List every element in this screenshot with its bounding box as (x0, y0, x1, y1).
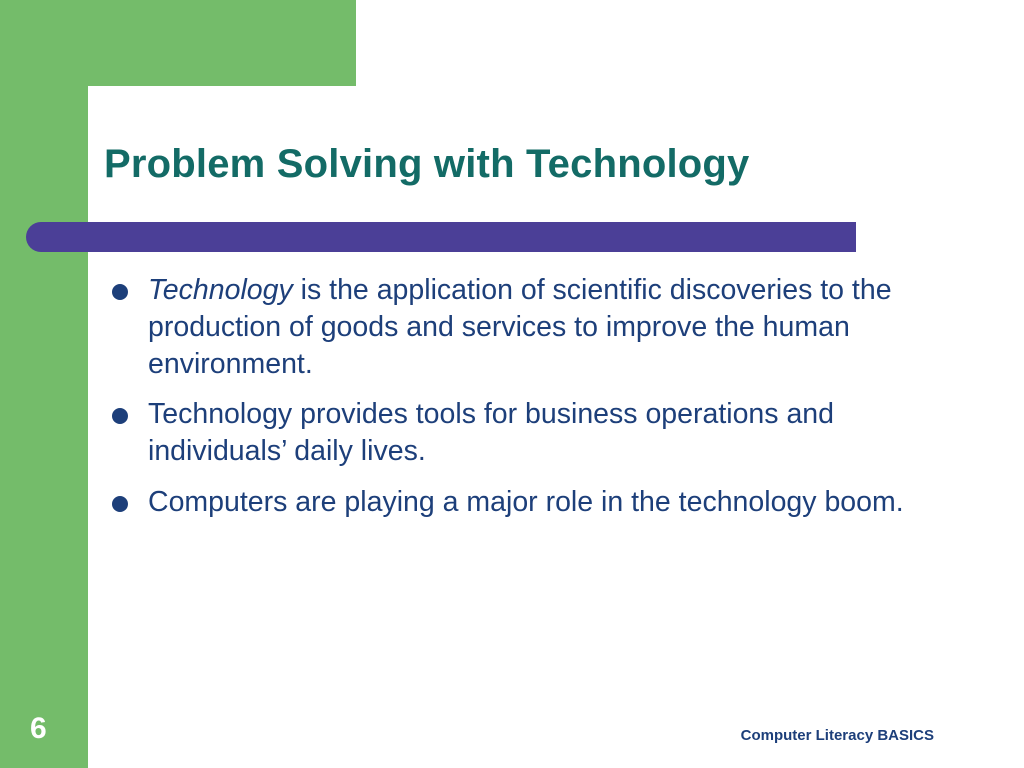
list-item (104, 396, 964, 470)
bullet-dot-icon (112, 284, 128, 300)
list-item-text (148, 272, 948, 382)
slide-number: 6 (30, 712, 47, 745)
page-title: Problem Solving with Technology (104, 142, 750, 186)
list-item (104, 484, 964, 521)
list-item-emphasis: Technology (148, 274, 293, 306)
slide-footer: Computer Literacy BASICS (740, 727, 934, 744)
bullet-dot-icon (112, 408, 128, 424)
left-green-band (0, 0, 88, 768)
top-green-block (0, 0, 356, 86)
bullet-dot-icon (112, 496, 128, 512)
list-item-text (148, 484, 948, 521)
list-item-body: Technology provides tools for business operations and individuals’ daily lives. (148, 398, 835, 467)
list-item (104, 272, 964, 382)
bullet-list (104, 272, 964, 535)
list-item-text (148, 396, 948, 470)
list-item-body: is the application of scientific discoveries to the production of goods and services to improve the human environment. (148, 274, 892, 380)
list-item-body: Computers are playing a major role in the technology boom. (148, 485, 904, 518)
title-divider-bar (26, 222, 856, 252)
